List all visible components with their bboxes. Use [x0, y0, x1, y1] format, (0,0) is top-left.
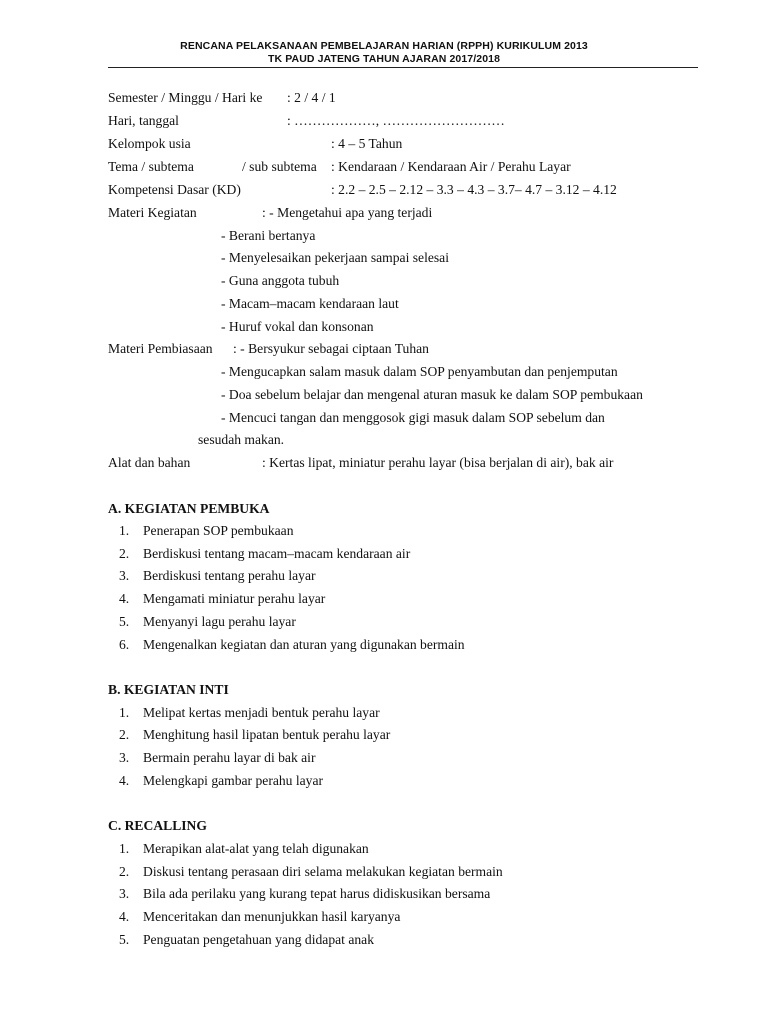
kd-label: Kompetensi Dasar (KD) [108, 182, 241, 197]
list-item: Berdiskusi tentang macam–macam kendaraan air [143, 546, 411, 561]
semester-label: Semester / Minggu / Hari ke [108, 90, 263, 105]
list-item: Berdiskusi tentang perahu layar [143, 568, 316, 583]
section-title-recalling: C. RECALLING [108, 818, 207, 833]
list-number: 6. [119, 637, 130, 652]
materi-item: : - Mengetahui apa yang terjadi [262, 205, 433, 220]
list-number: 1. [119, 523, 130, 538]
header-divider [108, 67, 698, 68]
list-item: Melengkapi gambar perahu layar [143, 773, 324, 788]
materi-item: - Huruf vokal dan konsonan [221, 319, 374, 334]
semester-value: : 2 / 4 / 1 [287, 90, 336, 105]
list-item: Bila ada perilaku yang kurang tepat harus didiskusikan bersama [143, 886, 491, 901]
document-title: RENCANA PELAKSANAAN PEMBELAJARAN HARIAN (RPPH) KURIKULUM 2013 [180, 40, 588, 52]
document-subtitle: TK PAUD JATENG TAHUN AJARAN 2017/2018 [267, 53, 501, 65]
hari-label: Hari, tanggal [108, 113, 179, 128]
list-number: 2. [119, 546, 130, 561]
hari-value: : ………………, ……………………… [287, 113, 505, 128]
list-item: Penguatan pengetahuan yang didapat anak [143, 932, 375, 947]
list-number: 3. [119, 886, 130, 901]
list-number: 1. [119, 705, 130, 720]
kelompok-label: Kelompok usia [108, 136, 191, 151]
kelompok-value: : 4 – 5 Tahun [331, 136, 403, 151]
list-number: 4. [119, 909, 130, 924]
list-item: Bermain perahu layar di bak air [143, 750, 316, 765]
pembiasaan-item: - Doa sebelum belajar dan mengenal aturan masuk ke dalam SOP pembukaan [221, 387, 643, 402]
materi-item: - Macam–macam kendaraan laut [221, 296, 399, 311]
materi-item: - Berani bertanya [221, 228, 316, 243]
pembiasaan-item: - Mencuci tangan dan menggosok gigi masuk dalam SOP sebelum dan [221, 410, 605, 425]
list-item: Mengamati miniatur perahu layar [143, 591, 326, 606]
tema-label: Tema / subtema [108, 159, 194, 174]
materi-item: - Menyelesaikan pekerjaan sampai selesai [221, 250, 449, 265]
materi-label: Materi Kegiatan [108, 205, 197, 220]
alat-value: : Kertas lipat, miniatur perahu layar (bisa berjalan di air), bak air [262, 455, 614, 470]
list-number: 5. [119, 614, 130, 629]
list-number: 3. [119, 568, 130, 583]
materi-item: - Guna anggota tubuh [221, 273, 340, 288]
list-item: Melipat kertas menjadi bentuk perahu layar [143, 705, 380, 720]
list-item: Mengenalkan kegiatan dan aturan yang digunakan bermain [143, 637, 465, 652]
list-item: Penerapan SOP pembukaan [143, 523, 294, 538]
alat-label: Alat dan bahan [108, 455, 191, 470]
pembiasaan-item: : - Bersyukur sebagai ciptaan Tuhan [233, 341, 429, 356]
list-item: Menghitung hasil lipatan bentuk perahu layar [143, 727, 391, 742]
list-number: 2. [119, 864, 130, 879]
list-item: Merapikan alat-alat yang telah digunakan [143, 841, 369, 856]
list-number: 1. [119, 841, 130, 856]
pembiasaan-continuation: sesudah makan. [198, 432, 285, 447]
tema-label-sub: / sub subtema [242, 159, 317, 174]
section-title-inti: B. KEGIATAN INTI [108, 682, 229, 697]
list-number: 3. [119, 750, 130, 765]
list-number: 4. [119, 591, 130, 606]
tema-value: : Kendaraan / Kendaraan Air / Perahu Layar [331, 159, 571, 174]
list-item: Menceritakan dan menunjukkan hasil karyanya [143, 909, 401, 924]
list-item: Menyanyi lagu perahu layar [143, 614, 296, 629]
list-number: 4. [119, 773, 130, 788]
list-item: Diskusi tentang perasaan diri selama melakukan kegiatan bermain [143, 864, 503, 879]
list-number: 5. [119, 932, 130, 947]
list-number: 2. [119, 727, 130, 742]
kd-value: : 2.2 – 2.5 – 2.12 – 3.3 – 4.3 – 3.7– 4.7 – 3.12 – 4.12 [331, 182, 617, 197]
pembiasaan-label: Materi Pembiasaan [108, 341, 213, 356]
section-title-pembuka: A. KEGIATAN PEMBUKA [108, 501, 270, 516]
pembiasaan-item: - Mengucapkan salam masuk dalam SOP penyambutan dan penjemputan [221, 364, 618, 379]
